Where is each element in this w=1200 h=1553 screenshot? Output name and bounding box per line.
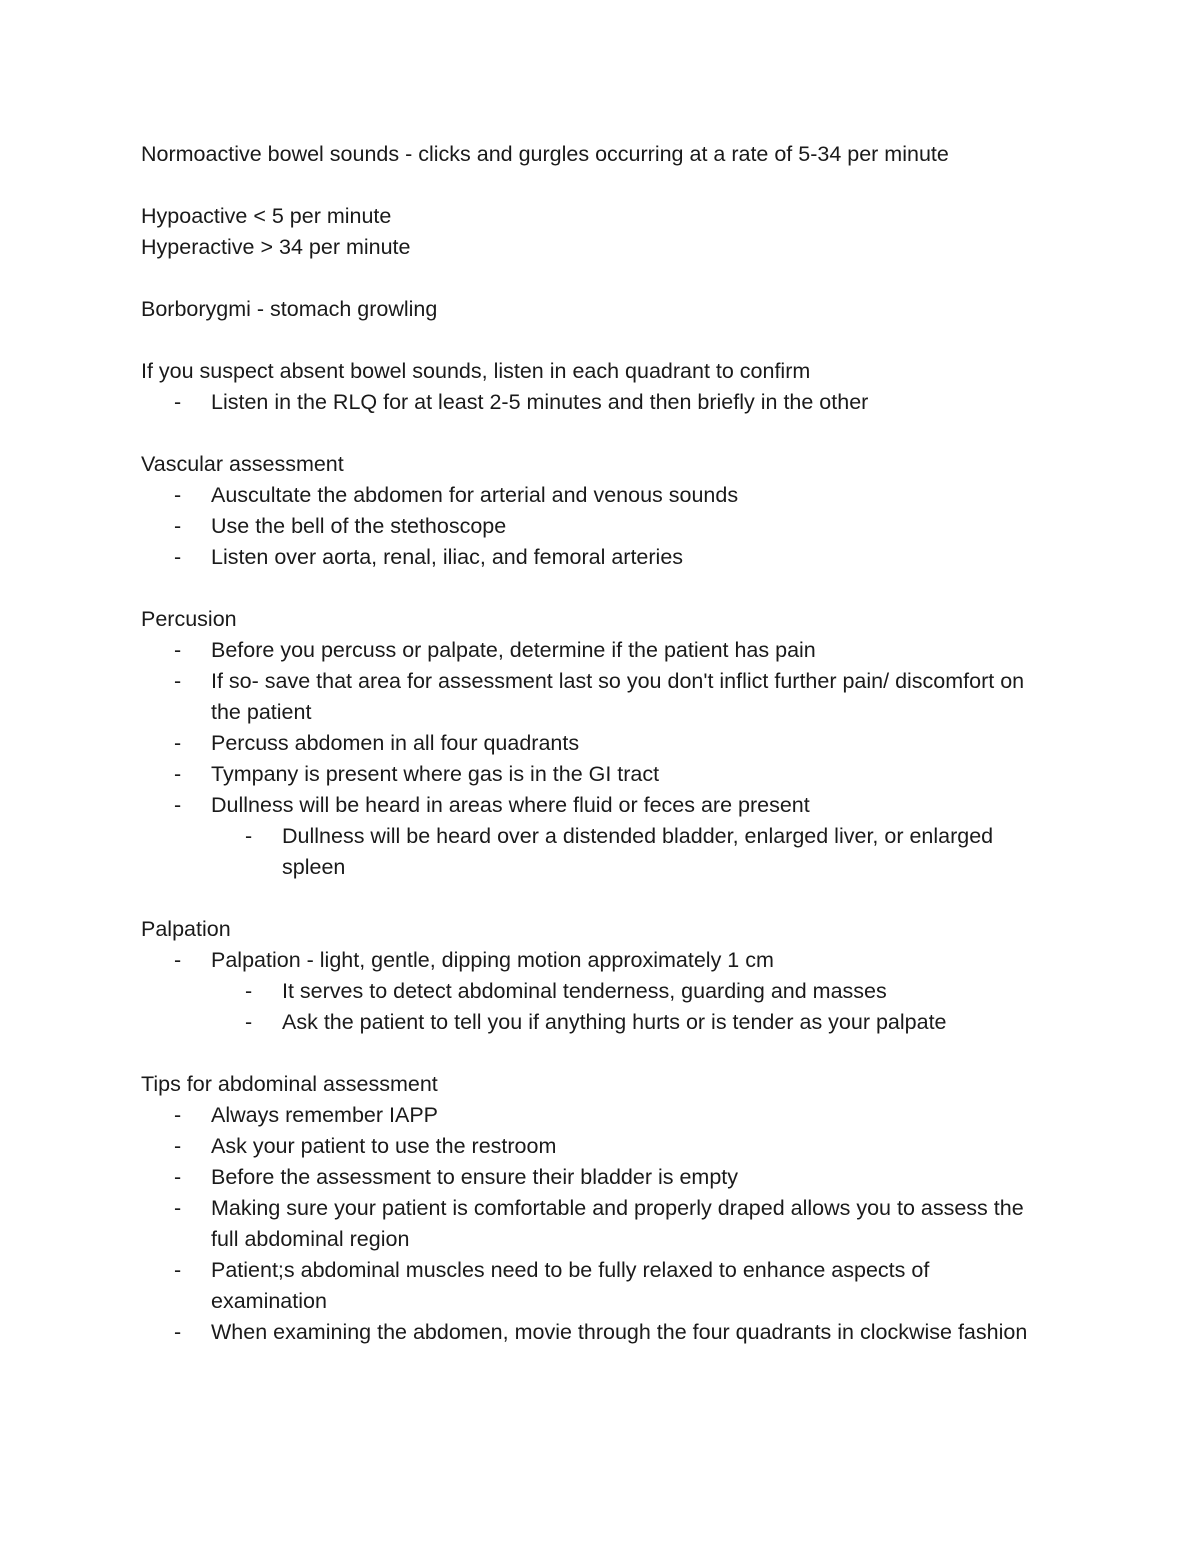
bullet-dash: - <box>174 1134 182 1158</box>
document-body <box>141 139 1041 1348</box>
list-item: - Listen over aorta, renal, iliac, and femoral arteries <box>141 542 1041 573</box>
list-item: - Palpation - light, gentle, dipping motion approximately 1 cm - It serves to detect abdominal tenderness, guarding and masses - Ask the patient to tell you if anything hurts or is tender as your palpate <box>141 945 1041 1038</box>
bullet-dash: - <box>174 793 182 817</box>
bullet-dash: - <box>174 762 182 786</box>
absent-sounds-intro: If you suspect absent bowel sounds, listen in each quadrant to confirm <box>141 359 811 383</box>
spacer <box>141 170 1041 201</box>
bullet-dash: - <box>174 1258 182 1282</box>
bullet-dash: - <box>174 731 182 755</box>
spacer <box>141 325 1041 356</box>
spacer <box>141 1038 1041 1069</box>
bullet-dash: - <box>245 1010 253 1034</box>
normoactive-line: Normoactive bowel sounds - clicks and gurgles occurring at a rate of 5-34 per minute <box>141 142 949 166</box>
list-item: - Before the assessment to ensure their bladder is empty <box>141 1162 1041 1193</box>
list-item: - Dullness will be heard in areas where fluid or feces are present - Dullness will be heard over a distended bladder, enlarged liver, or enlarged spleen <box>141 790 1041 883</box>
list-item: - Always remember IAPP <box>141 1100 1041 1131</box>
spacer <box>141 263 1041 294</box>
percussion-heading: Percusion <box>141 607 237 631</box>
bullet-dash: - <box>174 948 182 972</box>
list-item: - Ask your patient to use the restroom <box>141 1131 1041 1162</box>
tips-list <box>141 1100 1041 1348</box>
bullet-dash: - <box>174 638 182 662</box>
bullet-dash: - <box>174 390 182 414</box>
bullet-dash: - <box>174 514 182 538</box>
bullet-dash: - <box>245 824 253 848</box>
spacer <box>141 573 1041 604</box>
absent-sounds-list <box>141 387 1041 418</box>
list-item: - Dullness will be heard over a distended bladder, enlarged liver, or enlarged spleen <box>141 821 1041 883</box>
bullet-dash: - <box>174 1320 182 1344</box>
list-item: - Auscultate the abdomen for arterial and venous sounds <box>141 480 1041 511</box>
bullet-dash: - <box>174 1196 182 1220</box>
list-item: - It serves to detect abdominal tenderness, guarding and masses <box>141 976 1041 1007</box>
list-item: - Patient;s abdominal muscles need to be fully relaxed to enhance aspects of examination <box>141 1255 1041 1317</box>
bullet-dash: - <box>245 979 253 1003</box>
list-item: - Ask the patient to tell you if anything hurts or is tender as your palpate <box>141 1007 1041 1038</box>
list-item: - Making sure your patient is comfortable and properly draped allows you to assess the full abdominal region <box>141 1193 1041 1255</box>
palpation-heading: Palpation <box>141 917 231 941</box>
bullet-dash: - <box>174 483 182 507</box>
list-item: - Listen in the RLQ for at least 2-5 minutes and then briefly in the other <box>141 387 1041 418</box>
list-item: - If so- save that area for assessment last so you don't inflict further pain/ discomfort on the patient <box>141 666 1041 728</box>
list-item: - Use the bell of the stethoscope <box>141 511 1041 542</box>
percussion-sublist <box>141 821 1041 883</box>
bullet-dash: - <box>174 669 182 693</box>
borborygmi-line: Borborygmi - stomach growling <box>141 297 438 321</box>
tips-heading: Tips for abdominal assessment <box>141 1072 438 1096</box>
vascular-heading: Vascular assessment <box>141 452 344 476</box>
spacer <box>141 418 1041 449</box>
list-item: - Percuss abdomen in all four quadrants <box>141 728 1041 759</box>
percussion-list <box>141 635 1041 883</box>
vascular-list <box>141 480 1041 573</box>
list-item: - When examining the abdomen, movie through the four quadrants in clockwise fashion <box>141 1317 1041 1348</box>
hyperactive-line: Hyperactive > 34 per minute <box>141 235 411 259</box>
bullet-dash: - <box>174 545 182 569</box>
list-item: - Tympany is present where gas is in the GI tract <box>141 759 1041 790</box>
bullet-dash: - <box>174 1103 182 1127</box>
list-item: - Before you percuss or palpate, determine if the patient has pain <box>141 635 1041 666</box>
hypoactive-line: Hypoactive < 5 per minute <box>141 204 392 228</box>
palpation-sublist <box>141 976 1041 1038</box>
spacer <box>141 883 1041 914</box>
palpation-list <box>141 945 1041 1038</box>
bullet-dash: - <box>174 1165 182 1189</box>
